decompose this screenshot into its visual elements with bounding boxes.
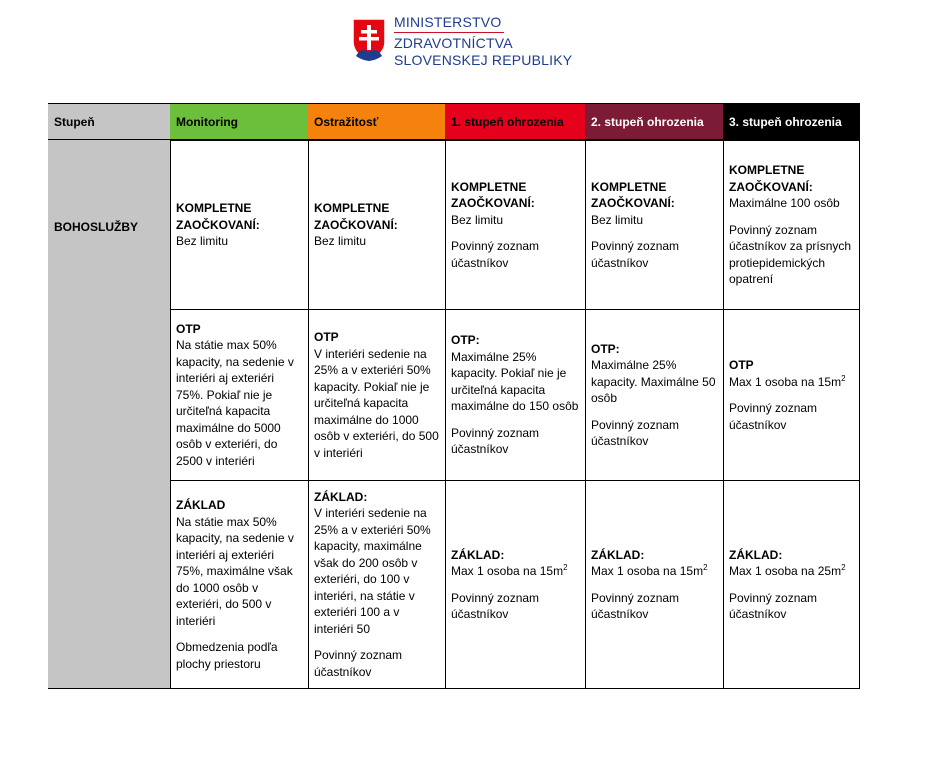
row-label: BOHOSLUŽBY <box>54 220 138 234</box>
cell-title: OTP: <box>451 333 480 348</box>
cell-text-content: Bez limitu <box>451 212 504 227</box>
cell-text-content: Max 1 osoba na 15m <box>591 564 704 578</box>
cell-text <box>729 374 854 391</box>
cell-title: OTP <box>314 330 339 344</box>
table-cell <box>170 141 308 309</box>
header-cell <box>445 104 585 139</box>
cell-note: Povinný zoznam účastníkov <box>451 239 540 270</box>
cell-text-content: V interiéri sedenie na 25% a v exteriéri 50% kapacity. Pokiaľ nie je určiteľná kapacita maximálne do 1000 osôb v exteriéri, do 500 v interiéri <box>314 346 439 460</box>
cell-title: ZÁKLAD: <box>591 547 645 562</box>
cell-title: ZÁKLAD: <box>729 547 783 562</box>
cell-text-content: Max 1 osoba na 15m <box>729 374 842 389</box>
table-cell <box>585 481 723 688</box>
cell-text-content: V interiéri sedenie na 25% a v exteriéri 50% kapacity, maximálne však do 200 osôb v exteriéri, do 100 v interiéri, na státie v exteriéri 100 a v interiéri 50 <box>314 506 431 636</box>
header-label: 2. stupeň ohrozenia <box>591 114 704 129</box>
logo-line-2: ZDRAVOTNÍCTVA <box>394 35 513 51</box>
cell-text <box>451 212 579 229</box>
header-label: 1. stupeň ohrozenia <box>451 114 564 129</box>
cell-text <box>591 357 717 407</box>
cell-text-content: Maximálne 25% kapacity. Pokiaľ nie je určiteľná kapacita maximálne do 150 osôb <box>451 349 579 414</box>
cell-note: Povinný zoznam účastníkov za prísnych protiepidemických opatrení <box>729 222 852 287</box>
table-bottom-border <box>48 688 860 689</box>
ministry-name <box>394 14 594 69</box>
table-cell <box>308 310 445 480</box>
cell-text <box>314 505 439 637</box>
cell-note: Povinný zoznam účastníkov <box>591 590 680 621</box>
cell-text <box>729 195 854 212</box>
table-cell <box>585 310 723 480</box>
cell-text-content: Maximálne 100 osôb <box>729 196 840 211</box>
cell-text-content: Bez limitu <box>591 212 644 227</box>
header-cell <box>170 104 308 139</box>
cell-note: Povinný zoznam účastníkov <box>451 590 540 621</box>
cell-title: ZÁKLAD: <box>314 489 368 504</box>
cell-text <box>591 563 717 580</box>
cell-title: KOMPLETNE ZAOČKOVANÍ: <box>729 163 813 194</box>
cell-title: OTP <box>176 321 201 336</box>
cell-text-content: Max 1 osoba na 15m <box>451 564 564 578</box>
table-cell <box>445 141 585 309</box>
table-cell <box>308 141 445 309</box>
cell-text <box>451 563 579 580</box>
cell-text-content: Bez limitu <box>176 234 229 249</box>
cell-text <box>729 563 854 580</box>
cell-note: Povinný zoznam účastníkov <box>314 648 403 679</box>
slovak-coat-of-arms-icon <box>352 18 386 62</box>
table-cell <box>445 481 585 688</box>
superscript: 2 <box>841 563 846 572</box>
superscript: 2 <box>563 563 568 572</box>
header-cell <box>723 104 860 139</box>
cell-text-content: Maximálne 25% kapacity. Maximálne 50 osôb <box>591 358 716 405</box>
cell-text <box>314 346 439 462</box>
cell-text <box>451 349 579 415</box>
cell-title: KOMPLETNE ZAOČKOVANÍ: <box>176 201 260 232</box>
cell-text <box>176 233 302 250</box>
cell-text <box>176 337 302 469</box>
cell-note: Povinný zoznam účastníkov <box>729 590 818 621</box>
header-label: Monitoring <box>176 114 238 129</box>
cell-title: OTP <box>729 358 754 372</box>
table-cell <box>445 310 585 480</box>
cell-title: OTP: <box>591 341 620 356</box>
row-label-cell <box>48 140 170 689</box>
cell-text-content: Max 1 osoba na 25m <box>729 564 842 578</box>
cell-note: Povinný zoznam účastníkov <box>729 401 818 432</box>
cell-note: Obmedzenia podľa plochy priestoru <box>176 640 278 671</box>
cell-title: KOMPLETNE ZAOČKOVANÍ: <box>314 201 398 232</box>
logo-line-1: MINISTERSTVO <box>394 14 502 30</box>
header-label: Stupeň <box>54 114 95 129</box>
cell-text <box>591 212 717 229</box>
cell-title: ZÁKLAD: <box>451 547 505 562</box>
logo-line-3: SLOVENSKEJ REPUBLIKY <box>394 52 573 68</box>
superscript: 2 <box>841 373 846 383</box>
table-cell <box>170 481 308 688</box>
cell-text <box>176 514 302 630</box>
cell-text-content: Bez limitu <box>314 234 367 249</box>
table-header-row <box>48 103 860 141</box>
cell-note: Povinný zoznam účastníkov <box>591 417 680 448</box>
table-cell <box>723 310 860 480</box>
header-label: 3. stupeň ohrozenia <box>729 114 842 129</box>
header-label: Ostražitosť <box>314 114 379 129</box>
cell-title: ZÁKLAD <box>176 498 226 512</box>
cell-note: Povinný zoznam účastníkov <box>451 425 540 457</box>
cell-text-content: Na státie max 50% kapacity, na sedenie v interiéri aj exteriéri 75%. Pokiaľ nie je určiteľná kapacita maximálne do 5000 osôb v exteriéri, do 2500 v interiéri <box>176 338 294 468</box>
cell-note: Povinný zoznam účastníkov <box>591 239 680 270</box>
cell-title: KOMPLETNE ZAOČKOVANÍ: <box>451 179 535 211</box>
table-cell <box>170 310 308 480</box>
table-cell <box>308 481 445 688</box>
cell-title: KOMPLETNE ZAOČKOVANÍ: <box>591 179 675 211</box>
table-cell <box>723 481 860 688</box>
cell-text <box>314 233 439 250</box>
header-cell <box>308 104 445 139</box>
cell-text-content: Na státie max 50% kapacity, na sedenie v interiéri aj exteriéri 75%, maximálne však do 1000 osôb v exteriéri, do 500 v interiéri <box>176 514 294 628</box>
table-cell <box>585 141 723 309</box>
header-cell <box>48 104 170 139</box>
table-cell <box>723 141 860 309</box>
superscript: 2 <box>703 563 708 572</box>
header-cell <box>585 104 723 139</box>
